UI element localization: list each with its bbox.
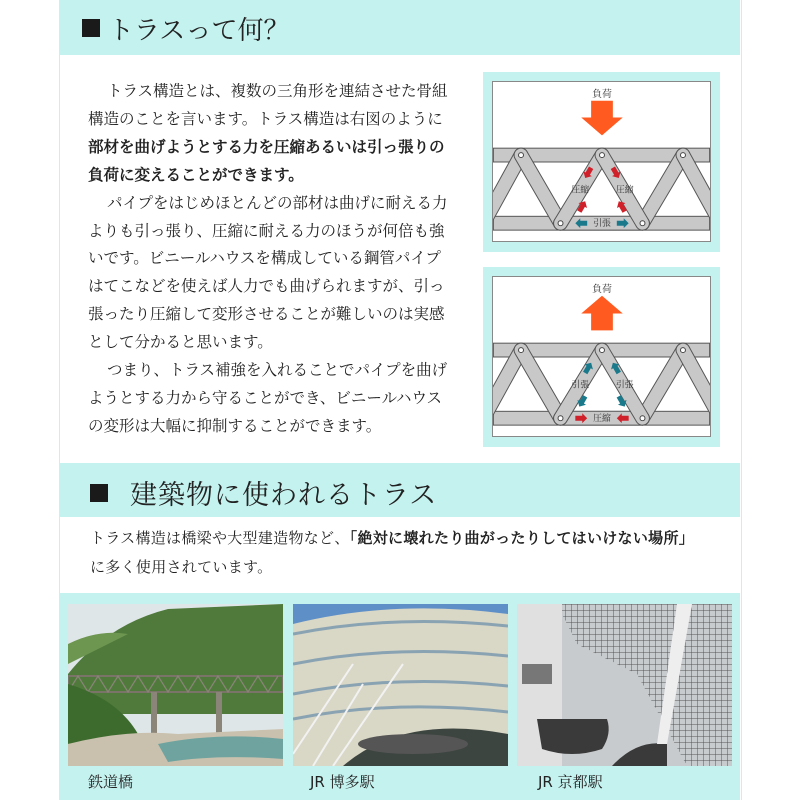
bottom-label: 圧縮 bbox=[593, 414, 611, 425]
pin-joint bbox=[600, 348, 605, 353]
load-arrow-up-icon bbox=[581, 296, 622, 331]
pin-joint bbox=[519, 348, 524, 353]
diagonal-label: 引張 bbox=[571, 380, 590, 391]
paragraph-line: はてこなどを使えば人力でも曲げられますが、引っ bbox=[88, 277, 445, 296]
paragraph-line: いです。ビニールハウスを構成している鋼管パイプ bbox=[88, 249, 441, 268]
bottom-label: 引張 bbox=[593, 219, 611, 230]
paragraph-line: 張ったり圧縮して変形させることが難しいのは実感 bbox=[88, 305, 445, 324]
truss-member bbox=[492, 155, 521, 223]
truss-explanation bbox=[88, 78, 468, 441]
paragraph-line: の変形は大幅に抑制することができます。 bbox=[88, 416, 382, 435]
pin-joint bbox=[640, 416, 645, 421]
paragraph-line: よりも引っ張り、圧縮に耐える力のほうが何倍も強 bbox=[88, 221, 445, 240]
pin-joint bbox=[681, 153, 686, 158]
paragraph-line: ようとする力から守ることができ、ビニールハウス bbox=[88, 388, 443, 407]
photo-railway-bridge bbox=[68, 604, 283, 766]
paragraph-line: 構造のことを言います。トラス構造は右図のように bbox=[88, 109, 443, 128]
section-header-buildings bbox=[60, 463, 740, 517]
section-title: トラスって何？ bbox=[108, 16, 290, 46]
paragraph-line: パイプをはじめほとんどの部材は曲げに耐える力 bbox=[107, 193, 448, 212]
pin-joint bbox=[640, 221, 645, 226]
truss-diagram-downward-load bbox=[483, 72, 720, 252]
pin-joint bbox=[681, 348, 686, 353]
pin-joint bbox=[558, 221, 563, 226]
pin-joint bbox=[519, 153, 524, 158]
pin-joint bbox=[600, 153, 605, 158]
truss-member bbox=[521, 350, 561, 418]
intro-text-line2: に多く使用されています。 bbox=[90, 558, 273, 576]
truss-member bbox=[642, 155, 682, 223]
paragraph-line: 負荷に変えることができます。 bbox=[88, 165, 304, 184]
photo-gallery bbox=[60, 593, 740, 800]
truss-diagram-upward-load bbox=[483, 267, 720, 447]
diagonal-label: 圧縮 bbox=[571, 185, 590, 196]
intro-text: トラス構造は橋梁や大型建造物など、 bbox=[90, 529, 350, 547]
diagonal-label: 圧縮 bbox=[615, 185, 634, 196]
paragraph-line: として分かると思います。 bbox=[88, 333, 273, 352]
paragraph-line: 部材を曲げようとする力を圧縮あるいは引っ張りの bbox=[88, 137, 445, 156]
truss-member bbox=[642, 350, 682, 418]
section-title: 建築物に使われるトラス bbox=[130, 480, 438, 511]
photo-kyoto-station bbox=[517, 604, 732, 766]
paragraph-line: トラス構造とは、複数の三角形を連結させた骨組 bbox=[107, 82, 448, 100]
paragraph-line: つまり、トラス補強を入れることでパイプを曲げ bbox=[107, 361, 448, 380]
photo-hakata-station bbox=[293, 604, 508, 766]
load-label: 負荷 bbox=[592, 88, 612, 100]
load-arrow-down-icon bbox=[581, 101, 622, 136]
truss-member bbox=[492, 350, 521, 418]
photo-caption: 鉄道橋 bbox=[88, 773, 134, 791]
photo-caption: JR 京都駅 bbox=[538, 773, 603, 791]
intro-emphasis: 「絶対に壊れたり曲がったりしてはいけない場所」 bbox=[349, 529, 695, 547]
square-bullet-icon bbox=[82, 19, 100, 37]
section-header-truss bbox=[60, 0, 740, 55]
load-label: 負荷 bbox=[592, 283, 612, 295]
diagonal-label: 引張 bbox=[615, 380, 634, 391]
square-bullet-icon bbox=[90, 484, 108, 502]
photo-caption: JR 博多駅 bbox=[310, 773, 375, 791]
truss-member bbox=[521, 155, 561, 223]
pin-joint bbox=[558, 416, 563, 421]
buildings-intro bbox=[90, 524, 694, 582]
